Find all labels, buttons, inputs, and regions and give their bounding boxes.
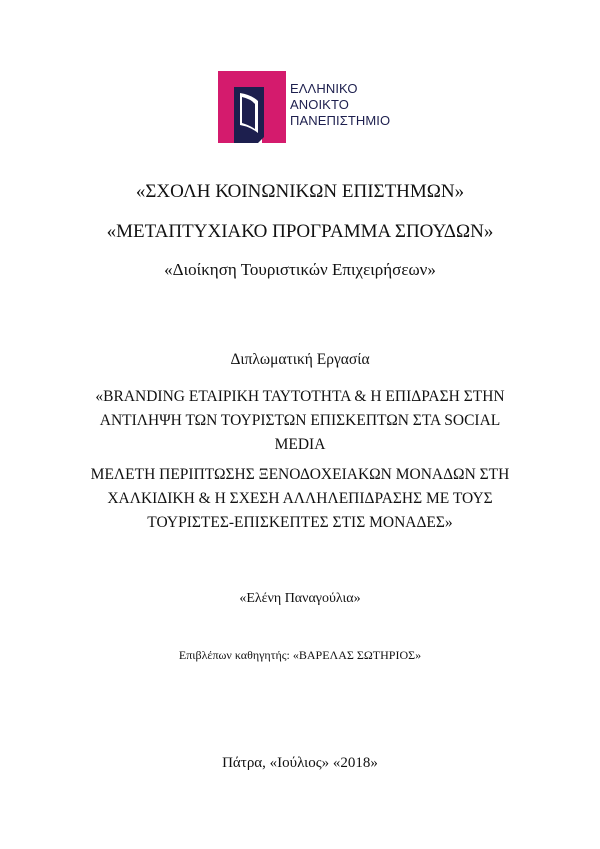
title-line: MEDIA: [274, 436, 326, 453]
supervisor: Επιβλέπων καθηγητής: «ΒΑΡΕΛΑΣ ΣΩΤΗΡΙΟΣ»: [178, 648, 422, 662]
logo-line-1: ΕΛΛΗΝΙΚΟ: [290, 81, 358, 96]
program-name: «ΜΕΤΑΠΤΥΧΙΑΚΟ ΠΡΟΓΡΑΜΜΑ ΣΠΟΥΔΩΝ»: [106, 221, 494, 242]
subtitle-line: ΤΟΥΡΙΣΤΕΣ-ΕΠΙΣΚΕΠΤΕΣ ΣΤΙΣ ΜΟΝΑΔΕΣ»: [147, 514, 453, 531]
date-place: Πάτρα, «Ιούλιος» «2018»: [222, 755, 378, 771]
university-logo-icon: [218, 71, 286, 143]
title-line: «BRANDING ΕΤΑΙΡΙΚΗ ΤΑΥΤΟΤΗΤΑ & Η ΕΠΙΔΡΑΣΗ ΣΤΗΝ: [95, 388, 505, 405]
school-name: «ΣΧΟΛΗ ΚΟΙΝΩΝΙΚΩΝ ΕΠΙΣΤΗΜΩΝ»: [135, 181, 465, 202]
title-line: ΑΝΤΙΛΗΨΗ ΤΩΝ ΤΟΥΡΙΣΤΩΝ ΕΠΙΣΚΕΠΤΩΝ ΣΤΑ SOCIAL: [99, 412, 501, 429]
author-name: «Ελένη Παναγούλια»: [239, 591, 361, 606]
department-name: «Διοίκηση Τουριστικών Επιχειρήσεων»: [164, 260, 436, 279]
logo-line-2: ΑΝΟΙΚΤΟ: [290, 97, 349, 112]
university-logo: [218, 71, 408, 143]
subtitle-line: ΧΑΛΚΙΔΙΚΗ & Η ΣΧΕΣΗ ΑΛΛΗΛΕΠΙΔΡΑΣΗΣ ΜΕ ΤΟΥΣ: [107, 490, 493, 507]
subtitle-line: ΜΕΛΕΤΗ ΠΕΡΙΠΤΩΣΗΣ ΞΕΝΟΔΟΧΕΙΑΚΩΝ ΜΟΝΑΔΩΝ ΣΤΗ: [90, 466, 510, 483]
thesis-title: [0, 385, 600, 535]
logo-text: [290, 81, 390, 129]
thesis-type: Διπλωματική Εργασία: [230, 351, 370, 368]
logo-line-3: ΠΑΝΕΠΙΣΤΗΜΙΟ: [290, 113, 391, 128]
